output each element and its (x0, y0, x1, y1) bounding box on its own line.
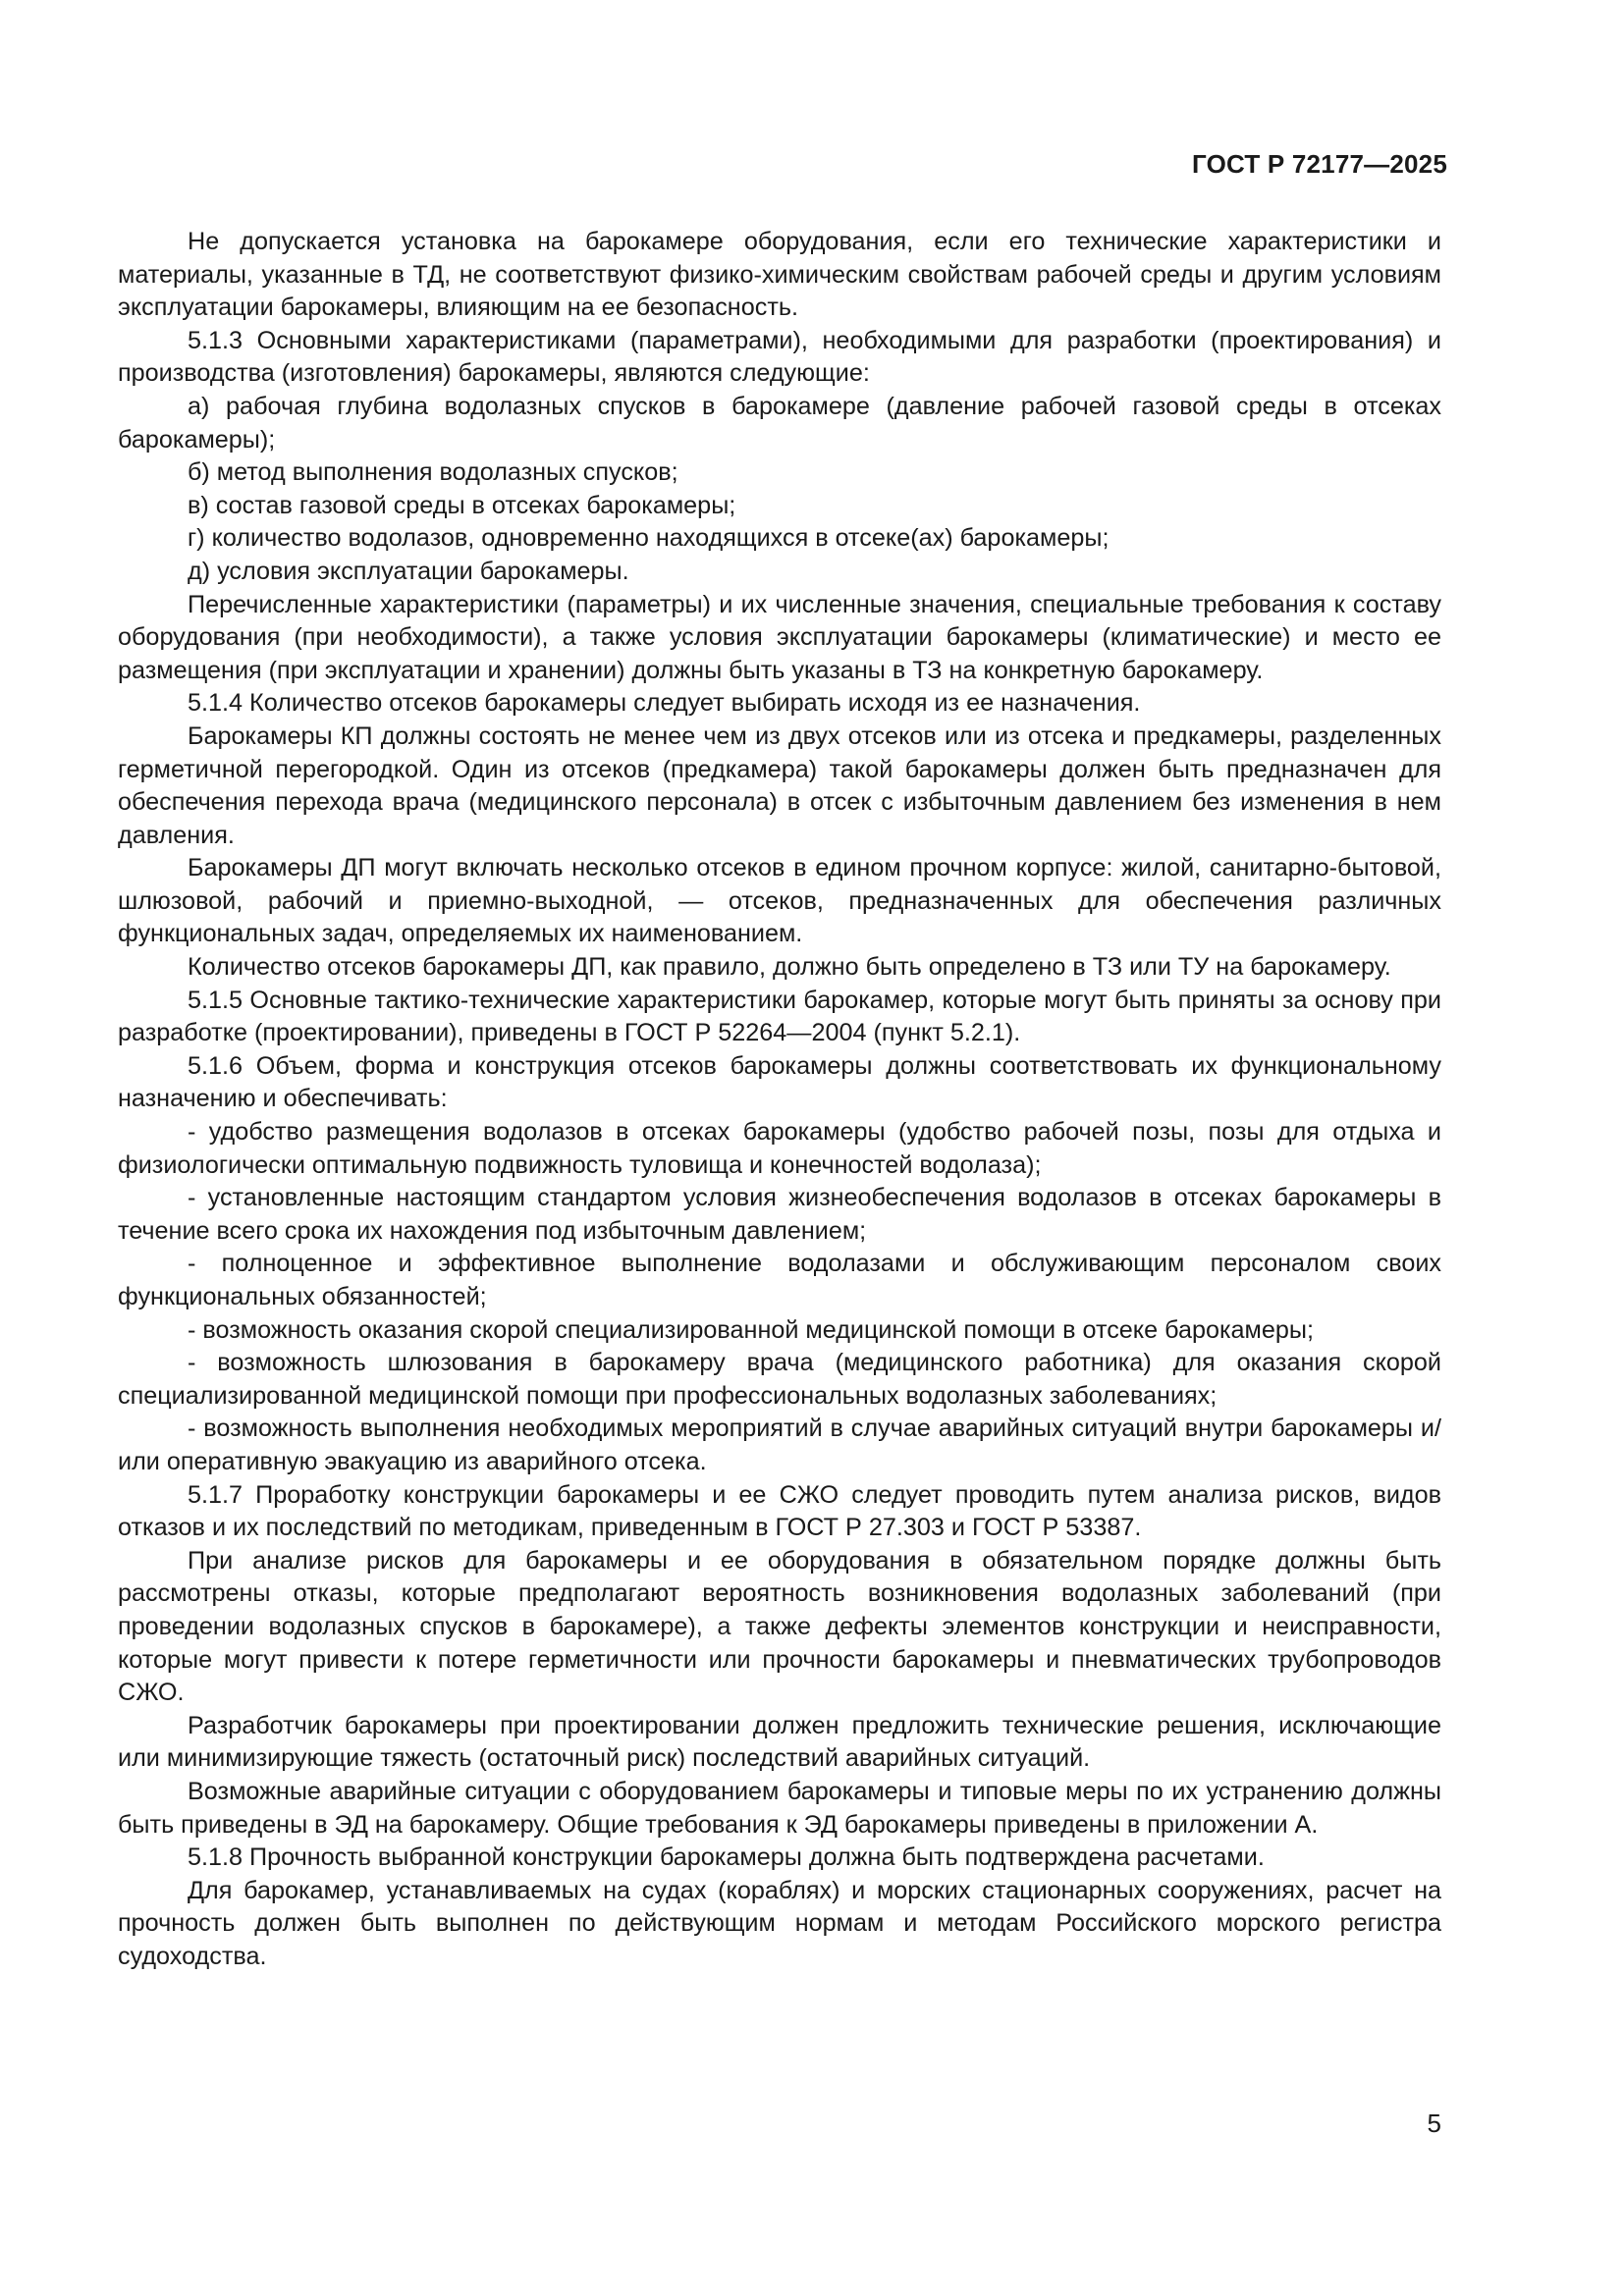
list-item: а) рабочая глубина водолазных спусков в барокамере (давление рабочей газовой среды в отсеках барокамеры); (118, 392, 1441, 454)
paragraph: 5.1.8 Прочность выбранной конструкции барокамеры должна быть подтверждена расчетами. (188, 1843, 1265, 1872)
paragraph: 5.1.3 Основными характеристиками (параметрами), необходимыми для разработки (проектирования) и производства (изготовления) барокамеры, являются следующие: (118, 326, 1441, 388)
paragraph: 5.1.4 Количество отсеков барокамеры следует выбирать исходя из ее назначения. (188, 689, 1141, 718)
page-number: 5 (1427, 2109, 1441, 2138)
list-item: - возможность выполнения необходимых мероприятий в случае аварийных ситуаций внутри барокамеры и/или оперативную эвакуацию из аварийного отсека. (118, 1415, 1441, 1475)
paragraph: Возможные аварийные ситуации с оборудованием барокамеры и типовые меры по их устранению должны быть приведены в ЭД на барокамеру. Общие требования к ЭД барокамеры приведены в приложении А. (118, 1777, 1441, 1839)
paragraph: Барокамеры ДП могут включать несколько отсеков в едином прочном корпусе: жилой, санитарно-бытовой, шлюзовой, рабочий и приемно-выходной, — отсеков, предназначенных для обеспечения различных функциональных задач, определяемых их наименованием. (118, 854, 1441, 948)
list-item: - возможность шлюзования в барокамеру врача (медицинского работника) для оказания скорой специализированной медицинской помощи при профессиональных водолазных заболеваниях; (118, 1349, 1441, 1410)
paragraph: Количество отсеков барокамеры ДП, как правило, должно быть определено в ТЗ или ТУ на барокамеру. (188, 953, 1391, 982)
document-header: ГОСТ Р 72177—2025 (1192, 149, 1447, 179)
paragraph: Перечисленные характеристики (параметры) и их численные значения, специальные требования к составу оборудования (при необходимости), а также условия эксплуатации барокамеры (климатические) и место ее размещения (при эксплуатации и хранении) должны быть указаны в ТЗ на конкретную барокамеру. (118, 590, 1441, 684)
paragraph: Для барокамер, устанавливаемых на судах (кораблях) и морских стационарных сооружениях, расчет на прочность должен быть выполнен по действующим нормам и методам Российского морского регистра судоходства. (118, 1876, 1441, 1970)
list-item: в) состав газовой среды в отсеках барокамеры; (188, 491, 736, 519)
paragraph: 5.1.6 Объем, форма и конструкция отсеков барокамеры должны соответствовать их функциональному назначению и обеспечивать: (118, 1051, 1441, 1113)
list-item: г) количество водолазов, одновременно находящихся в отсеке(ах) барокамеры; (188, 524, 1110, 553)
list-item: б) метод выполнения водолазных спусков; (188, 458, 678, 487)
list-item: д) условия эксплуатации барокамеры. (188, 557, 629, 585)
paragraph: Разработчик барокамеры при проектировании должен предложить технические решения, исключающие или минимизирующие тяжесть (остаточный риск) последствий аварийных ситуаций. (118, 1711, 1441, 1773)
list-item: - удобство размещения водолазов в отсеках барокамеры (удобство рабочей позы, позы для отдыха и физиологически оптимальную подвижность туловища и конечностей водолаза); (118, 1118, 1441, 1179)
list-item: - полноценное и эффективное выполнение водолазами и обслуживающим персоналом своих функциональных обязанностей; (118, 1250, 1441, 1310)
paragraph: При анализе рисков для барокамеры и ее оборудования в обязательном порядке должны быть рассмотрены отказы, которые предполагают вероятность возникновения водолазных заболеваний (при проведении водолазных спусков в барокамере), а также дефекты элементов конструкции и неисправности, которые могут привести к потере герметичности или прочности барокамеры и пневматических трубопроводов СЖО. (118, 1546, 1441, 1707)
list-item: - установленные настоящим стандартом условия жизнеобеспечения водолазов в отсеках барокамеры в течение всего срока их нахождения под избыточным давлением; (118, 1184, 1441, 1245)
paragraph: 5.1.7 Проработку конструкции барокамеры и ее СЖО следует проводить путем анализа рисков, видов отказов и их последствий по методикам, приведенным в ГОСТ Р 27.303 и ГОСТ Р 53387. (118, 1480, 1441, 1542)
paragraph: Не допускается установка на барокамере оборудования, если его технические характеристики и материалы, указанные в ТД, не соответствуют физико-химическим свойствам рабочей среды и другим условиям эксплуатации барокамеры, влияющим на ее безопасность. (118, 228, 1441, 322)
list-item: - возможность оказания скорой специализированной медицинской помощи в отсеке барокамеры; (188, 1315, 1314, 1344)
paragraph: 5.1.5 Основные тактико-технические характеристики барокамер, которые могут быть приняты за основу при разработке (проектировании), приведены в ГОСТ Р 52264—2004 (пункт 5.2.1). (118, 986, 1441, 1047)
paragraph: Барокамеры КП должны состоять не менее чем из двух отсеков или из отсека и предкамеры, разделенных герметичной перегородкой. Один из отсеков (предкамера) такой барокамеры должен быть предназначен для обеспечения перехода врача (медицинского персонала) в отсек с избыточным давлением без изменения в нем давления. (118, 721, 1441, 849)
document-body (118, 226, 1441, 1973)
